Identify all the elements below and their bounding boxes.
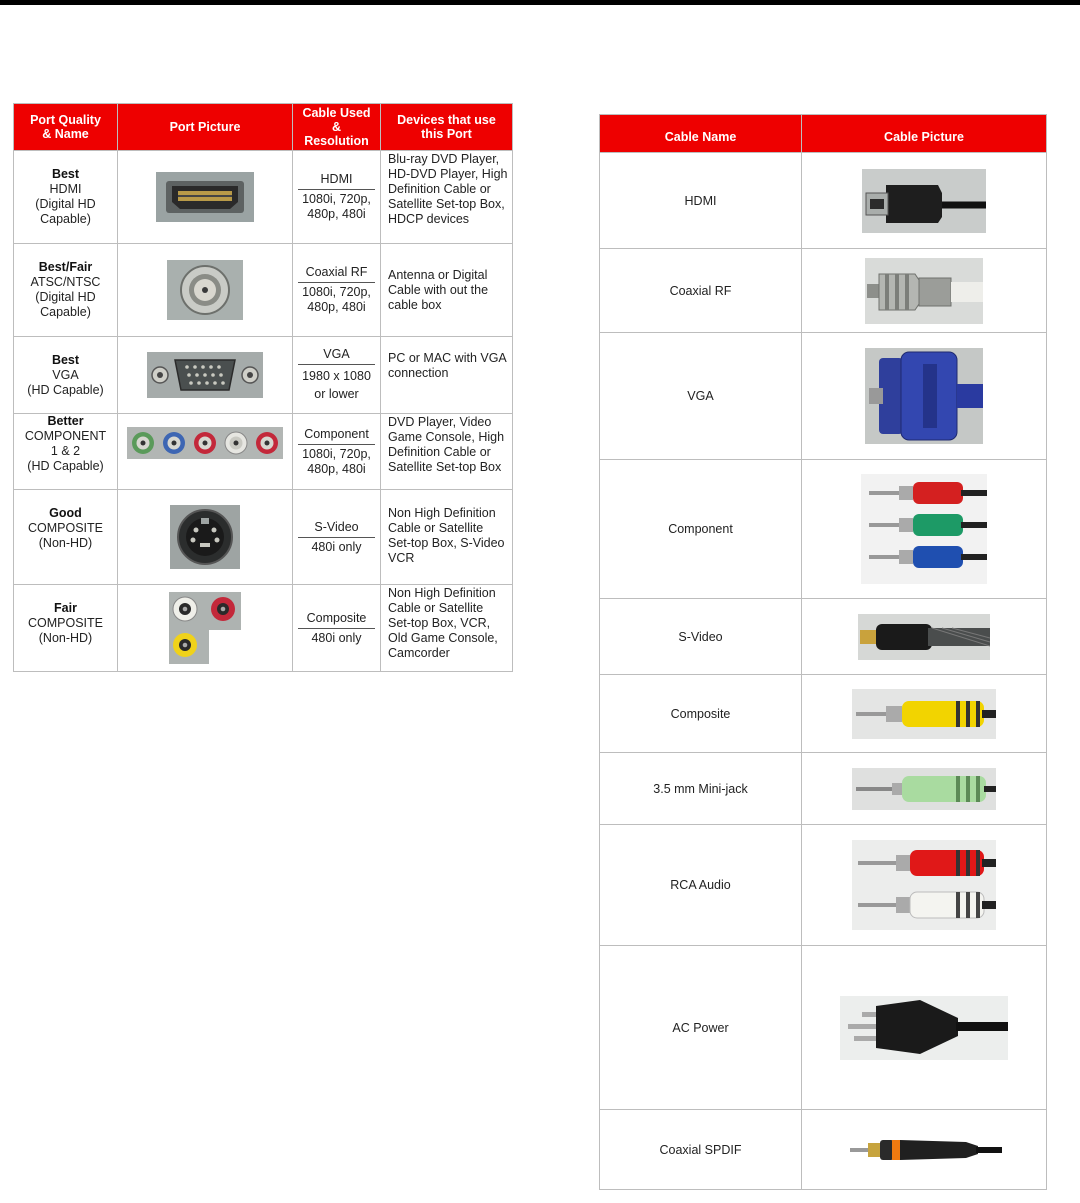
cable-resolution-cell xyxy=(293,414,381,490)
cable-name: HDMI xyxy=(684,193,717,208)
cable-resolution-cell xyxy=(293,151,381,244)
divider xyxy=(298,364,375,365)
cable-name: S-Video xyxy=(678,629,723,644)
cable-name-cell xyxy=(600,946,802,1110)
port-name-line: ATSC/NTSC xyxy=(30,275,101,289)
cable-picture-cell xyxy=(802,153,1047,249)
cable-name: RCA Audio xyxy=(670,878,731,892)
cable-name: Coaxial RF xyxy=(669,283,732,298)
coaxial-port-icon xyxy=(167,260,243,320)
divider xyxy=(298,189,375,190)
port-picture-cell xyxy=(118,244,293,337)
port-picture-cell xyxy=(118,337,293,414)
header-cable-used xyxy=(293,104,381,151)
header-line: this Port xyxy=(421,127,472,141)
composite-ports-icon xyxy=(169,592,241,664)
devices-cell xyxy=(381,151,513,244)
cable-name-cell xyxy=(600,825,802,946)
cable-picture-cell xyxy=(802,1110,1047,1190)
port-name-cell xyxy=(14,490,118,585)
header-line: Cable Used xyxy=(302,106,371,120)
port-row-s-video xyxy=(14,490,513,585)
cable-name-cell xyxy=(600,675,802,753)
header-port-picture xyxy=(118,104,293,151)
header-line: & Name xyxy=(42,127,89,141)
header-line: Port Quality xyxy=(30,113,101,127)
header-port-quality xyxy=(14,104,118,151)
port-name-line: COMPOSITE xyxy=(27,616,103,630)
port-quality: Best/Fair xyxy=(38,260,93,274)
port-name-line: (HD Capable) xyxy=(27,459,104,473)
port-picture-cell xyxy=(118,585,293,672)
cable-name: 3.5 mm Mini-jack xyxy=(653,781,748,796)
port-quality: Better xyxy=(47,414,84,428)
cable-name: Composite xyxy=(306,610,367,625)
cable-name: AC Power xyxy=(672,1020,729,1035)
header-label: Cable Picture xyxy=(884,129,964,144)
port-picture-cell xyxy=(118,414,293,490)
port-name-cell xyxy=(14,585,118,672)
port-name-line: Capable) xyxy=(40,212,91,226)
port-name-line: (Digital HD xyxy=(35,290,96,304)
devices-cell xyxy=(381,337,513,414)
cable-picture-cell xyxy=(802,599,1047,675)
s-video-port-icon xyxy=(170,505,240,569)
cable-row-vga xyxy=(600,333,1047,460)
cable-name-cell xyxy=(600,753,802,825)
port-name-cell xyxy=(14,244,118,337)
hdmi-port-icon xyxy=(156,172,254,222)
port-name-line: Capable) xyxy=(40,305,91,319)
devices-text: Non High Definition Cable or Satellite Set-top Box, S-Video VCR xyxy=(388,506,505,565)
vga-cable-icon xyxy=(865,348,983,444)
cable-row-composite xyxy=(600,675,1047,753)
cable-name: VGA xyxy=(687,389,714,403)
coaxial-cable-icon xyxy=(865,258,983,324)
header-line: Devices that use xyxy=(397,113,496,127)
port-name-line: (Non-HD) xyxy=(38,536,93,550)
cable-name: S-Video xyxy=(314,519,359,534)
top-rule xyxy=(0,0,1080,5)
header-cable-picture xyxy=(802,115,1047,153)
port-name-line: (Non-HD) xyxy=(38,631,93,645)
port-quality: Fair xyxy=(54,601,77,615)
port-name-cell xyxy=(14,337,118,414)
resolution: 1080i, 720p, 480p, 480i xyxy=(302,446,371,476)
component-ports-icon xyxy=(127,427,283,459)
cable-row-mini-jack xyxy=(600,753,1047,825)
port-quality: Best xyxy=(51,167,80,181)
cable-name-cell xyxy=(600,249,802,333)
cable-name: HDMI xyxy=(320,172,353,186)
cable-resolution-cell xyxy=(293,244,381,337)
s-video-cable-icon xyxy=(858,614,990,660)
port-name-line: (HD Capable) xyxy=(27,382,104,397)
cable-row-coaxial-spdif xyxy=(600,1110,1047,1190)
cable-name: VGA xyxy=(323,347,350,361)
port-quality: Best xyxy=(51,352,80,367)
cable-name-cell xyxy=(600,599,802,675)
divider xyxy=(298,537,375,538)
cable-table xyxy=(599,114,1047,1190)
rca-audio-cable-icon xyxy=(852,840,996,930)
cable-resolution-cell xyxy=(293,490,381,585)
cable-name-cell xyxy=(600,153,802,249)
resolution: 1980 x 1080 or lower xyxy=(302,369,371,401)
port-name-line: HDMI xyxy=(49,182,82,196)
cable-picture-cell xyxy=(802,753,1047,825)
cable-name: Component xyxy=(304,426,369,441)
port-picture-cell xyxy=(118,151,293,244)
devices-text: PC or MAC with VGA connection xyxy=(388,351,507,380)
port-name-line: (Digital HD xyxy=(35,197,96,211)
coaxial-spdif-cable-icon xyxy=(846,1130,1002,1170)
cable-picture-cell xyxy=(802,333,1047,460)
cable-row-s-video xyxy=(600,599,1047,675)
cable-picture-cell xyxy=(802,249,1047,333)
port-table xyxy=(13,103,513,672)
devices-text: Antenna or Digital Cable with out the cable box xyxy=(388,268,489,312)
cable-name: Coaxial RF xyxy=(305,265,368,279)
hdmi-cable-icon xyxy=(862,169,986,233)
cable-name-cell xyxy=(600,1110,802,1190)
cable-table-header xyxy=(600,115,1047,153)
cable-picture-cell xyxy=(802,460,1047,599)
resolution: 1080i, 720p, 480p, 480i xyxy=(302,285,371,314)
port-row-component xyxy=(14,414,513,490)
divider xyxy=(298,282,375,283)
cable-name: Component xyxy=(668,522,733,536)
resolution: 480i only xyxy=(311,539,362,554)
cable-row-ac-power xyxy=(600,946,1047,1110)
cable-name: Coaxial SPDIF xyxy=(659,1142,742,1157)
port-quality: Good xyxy=(49,506,82,520)
resolution: 1080i, 720p, 480p, 480i xyxy=(302,192,371,221)
cable-name: Composite xyxy=(670,706,731,721)
cable-resolution-cell xyxy=(293,337,381,414)
resolution: 480i only xyxy=(311,630,362,645)
composite-cable-icon xyxy=(852,689,996,739)
vga-port-icon xyxy=(147,352,263,398)
header-cable-name xyxy=(600,115,802,153)
cable-row-hdmi xyxy=(600,153,1047,249)
port-row-composite xyxy=(14,585,513,672)
devices-text: DVD Player, Video Game Console, High Definition Cable or Satellite Set-top Box xyxy=(388,415,505,474)
ac-power-cable-icon xyxy=(840,996,1008,1060)
cable-row-rca-audio xyxy=(600,825,1047,946)
port-row-vga xyxy=(14,337,513,414)
port-name-line: COMPOSITE xyxy=(27,521,103,535)
port-row-hdmi xyxy=(14,151,513,244)
devices-cell xyxy=(381,585,513,672)
cable-picture-cell xyxy=(802,675,1047,753)
devices-text: Non High Definition Cable or Satellite Set-top Box, VCR, Old Game Console, Camcorder xyxy=(388,586,498,660)
devices-cell xyxy=(381,244,513,337)
mini-jack-cable-icon xyxy=(852,768,996,810)
port-row-coaxial xyxy=(14,244,513,337)
devices-cell xyxy=(381,414,513,490)
port-name-cell xyxy=(14,414,118,490)
cable-picture-cell xyxy=(802,946,1047,1110)
cable-name-cell xyxy=(600,333,802,460)
cable-row-component xyxy=(600,460,1047,599)
cable-resolution-cell xyxy=(293,585,381,672)
port-picture-cell xyxy=(118,490,293,585)
devices-cell xyxy=(381,490,513,585)
port-table-header xyxy=(14,104,513,151)
header-line: Port Picture xyxy=(169,120,241,134)
cable-name-cell xyxy=(600,460,802,599)
divider xyxy=(298,628,375,629)
port-name-line: COMPONENT xyxy=(24,429,107,443)
component-cable-icon xyxy=(861,474,987,584)
port-name-line: 1 & 2 xyxy=(50,444,81,458)
cable-row-coaxial-rf xyxy=(600,249,1047,333)
port-name-line: VGA xyxy=(52,367,79,382)
header-label: Cable Name xyxy=(664,129,737,144)
header-devices xyxy=(381,104,513,151)
devices-text: Blu-ray DVD Player, HD-DVD Player, High Definition Cable or Satellite Set-top Box, HDCP devices xyxy=(388,152,508,226)
cable-picture-cell xyxy=(802,825,1047,946)
port-name-cell xyxy=(14,151,118,244)
header-line: Resolution xyxy=(304,134,369,148)
header-line: & xyxy=(331,120,342,134)
divider xyxy=(298,444,375,445)
